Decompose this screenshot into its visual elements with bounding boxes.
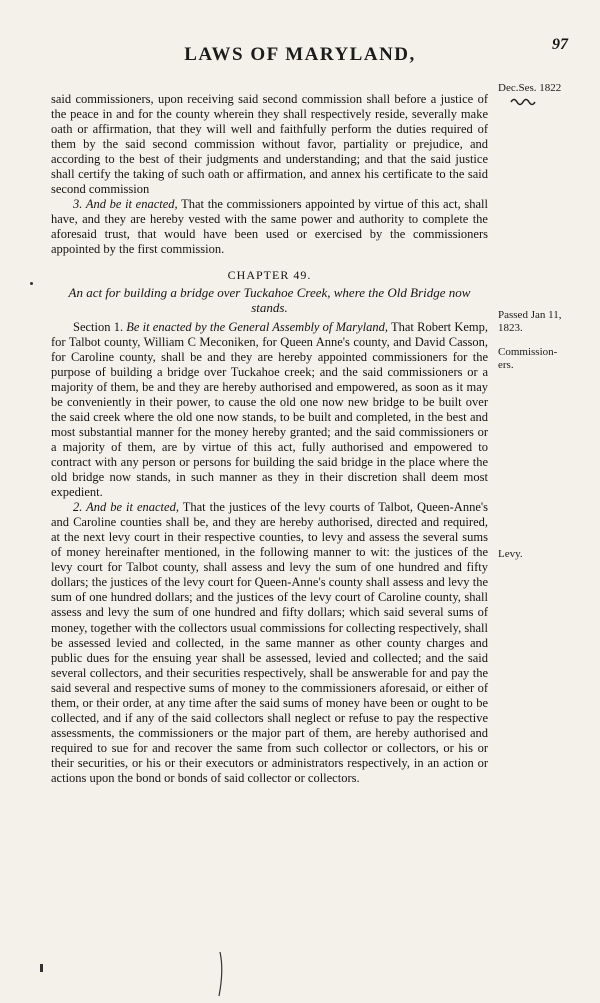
section-1-text: That Robert Kemp, for Talbot county, William C Meconiken, for Queen Anne's county, and David Casson, for Caroline county, shall be and they are hereby appointed commissioners for the purpose of building a bridge over Tuckahoe creek; and the said commissioners or a majority of them, be and they are hereby authorised and empowered, as soon as it may be conveniently in their power, to cause the old one now new bridge to be built over the said creek where the old one now stands, to be built and completed, in the best and most substantial manner for the money hereby granted; and the said commissioners or a majority of them, are by virtue of this act, fully authorised and empowered to contract with any person or persons for building the said bridge in the place where the old bridge now stands, in such manner as they in their discretion shall deem most expedient. (51, 319, 489, 500)
enacting-clause: Be it enacted by the General Assembly of Maryland, (123, 319, 389, 334)
section-3-lead: 3. And be it enacted, (73, 197, 178, 212)
chapter-title: An act for building a bridge over Tuckahoe Creek, where the Old Bridge now stands. (68, 284, 471, 315)
chapter-heading: CHAPTER 49. (227, 267, 312, 282)
section-3-text: That the commissioners appointed by virtue of this act, shall have, and they are hereby vested with the same power and authority to complete the aforesaid trust, that would have been used or exercised by the commissioners appointed by the first commission. (51, 197, 488, 257)
margin-note-session: Dec.Ses. 1822 (498, 82, 562, 94)
section-2-text: That the justices of the levy courts of Talbot, Queen-Anne's and Caroline counties shall be, and they are hereby authorised, directed and required, at the next levy court in their respective counties, to levy and assess the several sums of money hereinafter mentioned, in the following manner to wit: the justices of the levy court for Talbot county, shall assess and levy the sum of one hundred and fifty dollars; the justices of the levy court for Queen-Anne's county shall assess and levy the sum of one hundred dollars; and the justices of the levy court of Caroline county, shall assess and levy the sum of one hundred and fifty dollars; which said several sums of money, together with the collectors usual commissions for collecting respectively, shall be assessed levied and collected, in the same manner as other county charges and public dues for the ensuing year shall be assessed, levied and collected; and the said several collectors, and their securities respectively, shall be answerable for and pay the said several and respective sums of money to the commissioners aforesaid, or either of them, or their order, at any time after the said sums of money have been or ought to be collected, and if any of the said collectors shall neglect or refuse to pay the respective assessments, the commissioners or the major part of them, are hereby authorised and required to sue for and recover the same from such collector or collectors, or his or their securities, or his or their executors or administrators respectively, in an action or actions upon the bond or bonds of said collector or collectors. (51, 500, 488, 785)
paragraph-section-3 (51, 197, 488, 257)
page-body (51, 92, 488, 786)
scan-mark (210, 950, 230, 1000)
margin-note-levy: Levy. (498, 548, 523, 560)
margin-note-commissioners: Commission-ers. (498, 346, 558, 371)
paragraph-section-1 (51, 320, 488, 501)
margin-note-passed: Passed Jan 11, 1823. (498, 309, 562, 334)
ink-mark (40, 964, 43, 972)
section-2-lead: 2. And be it enacted, (73, 500, 179, 515)
page-number: 97 (552, 36, 568, 53)
section-1-lead: Section 1. (73, 319, 124, 334)
ink-dot (30, 282, 33, 285)
squiggle-mark (510, 96, 540, 106)
running-head: LAWS OF MARYLAND, (184, 44, 416, 65)
paragraph-section-2 (51, 500, 488, 786)
paragraph-oath: said commissioners, upon receiving said second commission shall before a justice of the peace in and for the county wherein they shall respectively reside, severally make oath or affirmation, that they will well and faithfully perform the duties required of them by the said second commission without favor, partiality or prejudice, and according to the best of their judgments and understanding; and that the said justice shall certify the taking of such oath or affirmation, and annex his certificate to the said second commission (51, 92, 488, 197)
